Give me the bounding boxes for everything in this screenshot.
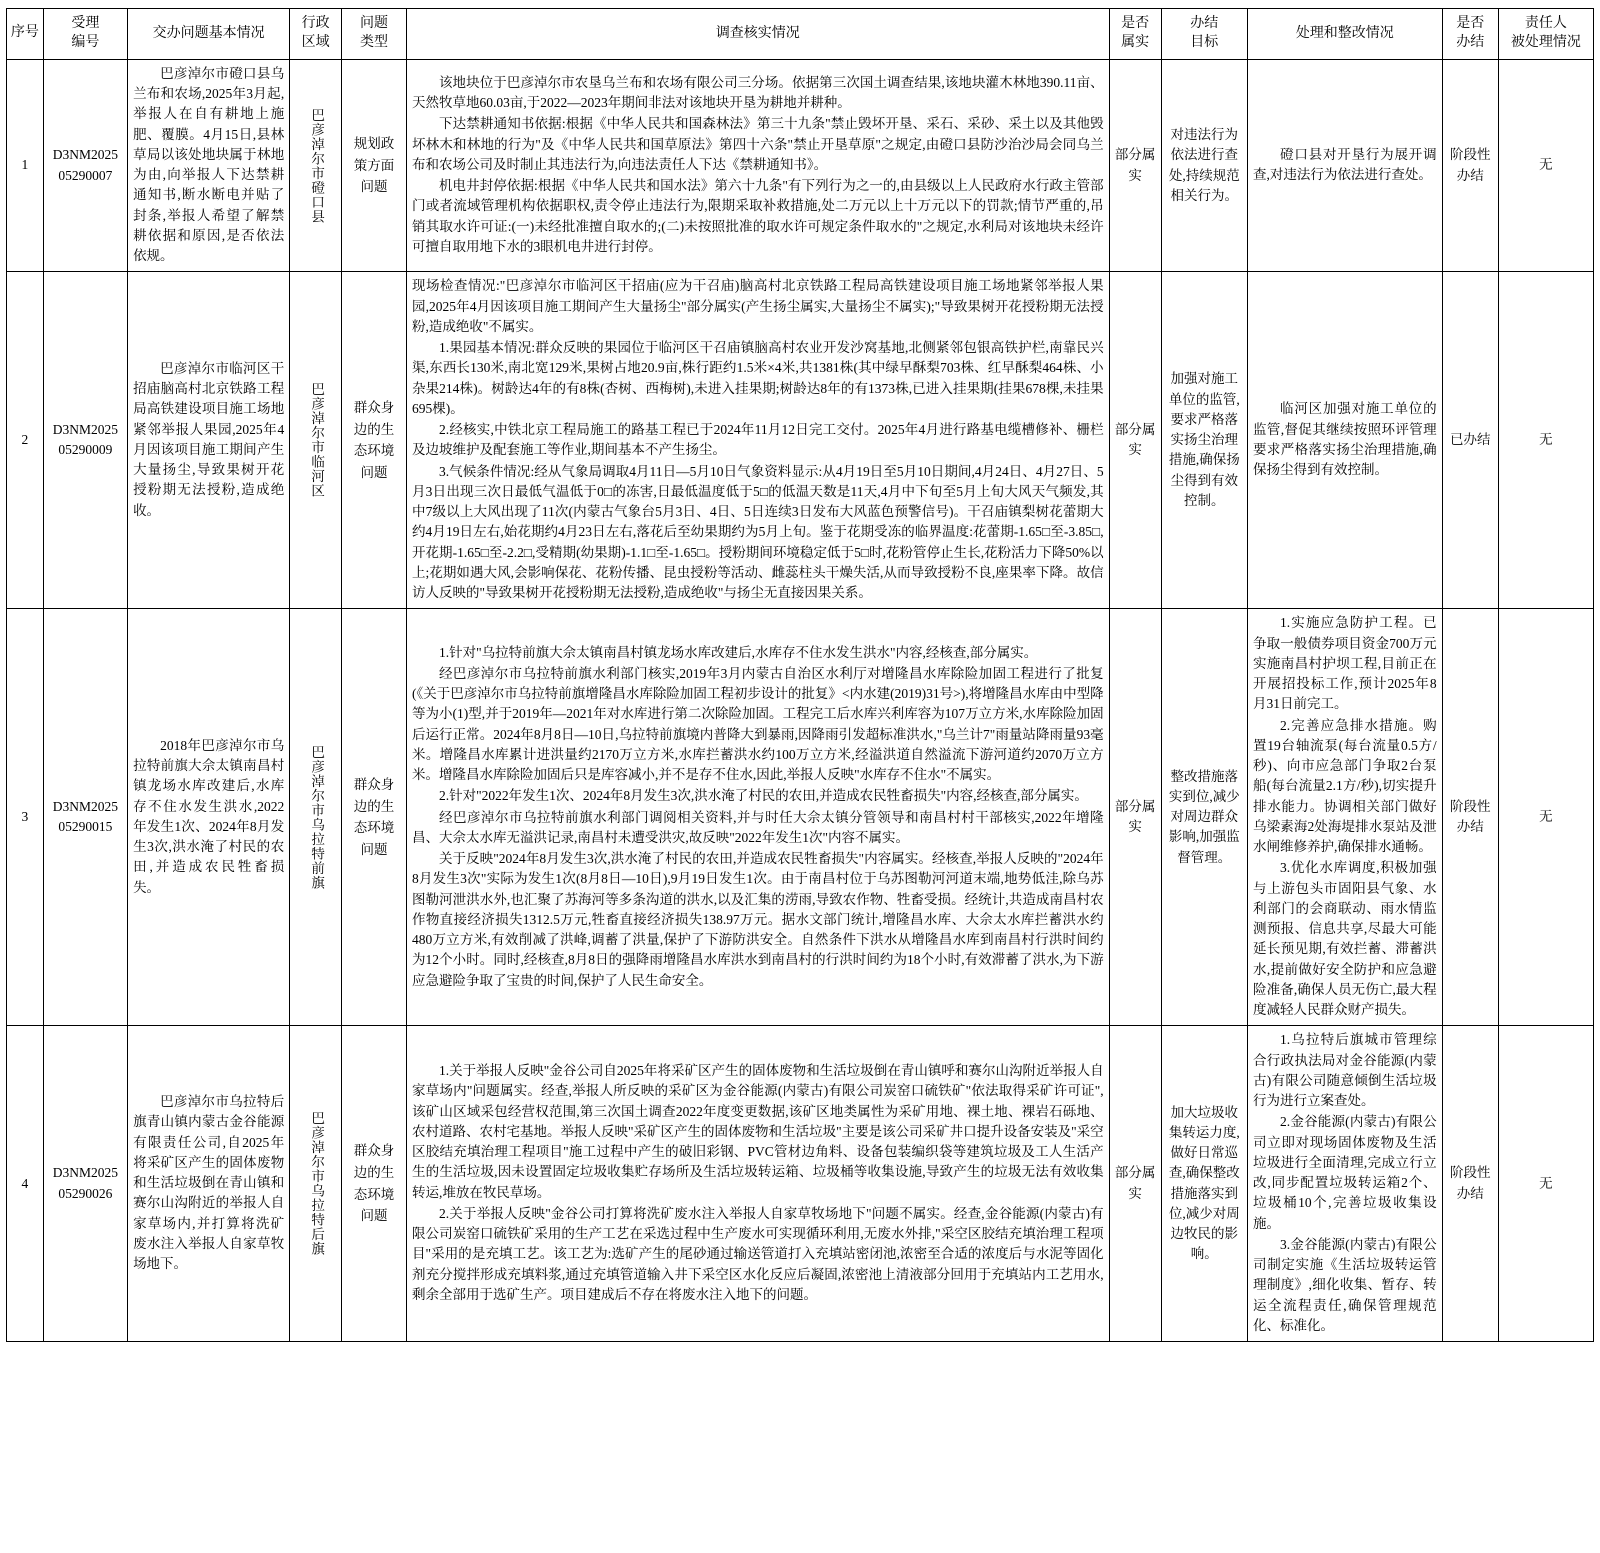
header-code-line2: 编号 [71, 34, 100, 50]
row-code [43, 609, 127, 1026]
row-type-text: 群众身边的生态环境问题 [353, 400, 395, 480]
row-code [43, 272, 127, 609]
header-code [43, 9, 127, 60]
row-handle: 1.乌拉特后旗城市管理综合行政执法局对金谷能源(内蒙古)有限公司随意倾倒生活垃圾行为进行立案查处。 2.金谷能源(内蒙古)有限公司立即对现场固体废物及生活垃圾进行全面清理,完成立行立改,同步配置垃圾转运箱2个、垃圾桶10个,完善垃圾收集设施。 3.金谷能源(内蒙古)有限公司制定实施《生活垃圾转运管理制度》,细化收集、暂存、转运全流程责任,确保管理规范化、标准化。 [1248, 1026, 1443, 1342]
header-is-done: 是否 办结 [1442, 9, 1498, 60]
row-investigation: 该地块位于巴彦淖尔市农垦乌兰布和农场有限公司三分场。依据第三次国土调查结果,该地块灌木林地390.11亩、天然牧草地60.03亩,于2022—2023年期间非法对该地块开垦为耕地并耕种。 下达禁耕通知书依据:根据《中华人民共和国森林法》第三十九条"禁止毁坏开垦、采石、采砂、采土以及其他毁坏林木和林地的行为"及《中华人民共和国草原法》第四十六条"禁止开垦草原"之规定,由磴口县防沙治沙局会同乌兰布和农场公司及时制止其违法行为,向违法责任人下达《禁耕通知书》。 机电井封停依据:根据《中华人民共和国水法》第六十九条"有下列行为之一的,由县级以上人民政府水行政主管部门或者流域管理机构依据职权,责令停止违法行为,限期采取补救措施,处二万元以上十万元以下的罚款;情节严重的,吊销其取水许可证:(一)未经批准擅自取水的;(二)未按照批准的取水许可规定条件取水的"之规定,水利局对该地块未经许可擅自取用地下水的3眼机电井进行封停。 [406, 59, 1109, 272]
row-is-done: 阶段性办结 [1442, 609, 1498, 1026]
row-code-line2: 05290009 [58, 442, 113, 458]
row-handle: 1.实施应急防护工程。已争取一般债券项目资金700万元实施南昌村护坝工程,目前正在开展招投标工作,预计2025年8月31日前完工。 2.完善应急排水措施。购置19台轴流泵(每台流量0.5方/秒)、向市应急部门争取2台泵船(每台流量2.1方/秒),切实提升排水能力。协调相关部门做好乌梁素海2处海堤排水泵站及泄水闸维修养护,确保排水通畅。 3.优化水库调度,积极加强与上游包头市固阳县气象、水利部门的会商联动、雨水情监测预报、信息共享,尽最大可能延长预见期,有效拦蓄、滞蓄洪水,提前做好安全防护和应急避险准备,确保人员无伤亡,最大程度减轻人民群众财产损失。 [1248, 609, 1443, 1026]
row-region [290, 609, 342, 1026]
row-index: 1 [7, 59, 44, 272]
header-code-line1: 受理 [71, 16, 100, 31]
row-investigation: 1.针对"乌拉特前旗大佘太镇南昌村镇龙场水库改建后,水库存不住水发生洪水"内容,经核查,部分属实。 经巴彦淖尔市乌拉特前旗水利部门核实,2019年3月内蒙古自治区水利厅对增隆昌水库除险加固工程进行了批复(《关于巴彦淖尔市乌拉特前旗增隆昌水库除险加固工程初步设计的批复》<内水建(2019)31号>),将增隆昌水库由中型降等为小(1)型,并于2019年—2021年对水库进行第二次除险加固。工程完工后水库兴利库容为107万立方米,水库除险加固后运行正常。2024年8月8日—10日,乌拉特前旗境内普降大到暴雨,因降雨引发超标准洪水,"乌兰计7"雨量站降雨量93毫米。增隆昌水库累计进洪量约2170万立方米,水库拦蓄洪水约100万立方米,经溢洪道自然溢流下游河道约2070万立方米。增隆昌水库除险加固后只是库容减小,并不是存不住水,因此,举报人反映"水库存不住水"不属实。 2.针对"2022年发生1次、2024年8月发生3次,洪水淹了村民的农田,并造成农民牲畜损失"内容,经核查,部分属实。 经巴彦淖尔市乌拉特前旗水利部门调阅相关资料,并与时任大佘太镇分管领导和南昌村村干部核实,2022年增隆昌、大佘太水库无溢洪记录,南昌村未遭受洪灾,故反映"2022年发生1次"内容不属实。 关于反映"2024年8月发生3次,洪水淹了村民的农田,并造成农民牲畜损失"内容属实。经核查,举报人反映的"2024年8月发生3次"实际为发生1次(8月8日—10日),9月19日发生1次。由于南昌村位于乌苏图勒河河道末端,地势低洼,除乌苏图勒河泄洪水外,也汇聚了苏海河等多条沟道的洪水,以及汇集的涝雨,导致农作物、牲畜受损。经统计,共造成南昌村农作物直接经济损失1312.5万元,牲畜直接经济损失138.97万元。据水文部门统计,增隆昌水库、大佘太水库拦蓄洪水约480万立方米,有效削减了洪峰,调蓄了洪量,保护了下游防洪安全。自然条件下洪水从增隆昌水库到南昌村行洪时间约为12个小时。同时,经核查,8月8日的强降雨增隆昌水库洪水到南昌村的行洪时间约为18个小时,有效滞蓄了洪水,为下游应急避险争取了宝贵的时间,保护了人民生命安全。 [406, 609, 1109, 1026]
row-region-text: 巴彦淖尔市乌拉特后旗 [309, 1111, 325, 1257]
row-type-text: 群众身边的生态环境问题 [353, 777, 395, 857]
row-is-done: 阶段性办结 [1442, 1026, 1498, 1342]
header-investigation: 调查核实情况 [406, 9, 1109, 60]
row-basic: 巴彦淖尔市乌拉特后旗青山镇内蒙古金谷能源有限责任公司,自2025年将采矿区产生的固体废物和生活垃圾倒在青山镇和赛尔山沟附近的举报人自家草场内,并打算将洗矿废水注入举报人自家草牧场地下。 [128, 1026, 290, 1342]
row-responsible: 无 [1498, 59, 1593, 272]
row-is-true: 部分属实 [1109, 272, 1161, 609]
row-basic: 巴彦淖尔市临河区干招庙脑高村北京铁路工程局高铁建设项目施工场地紧邻举报人果园,2025年4月因该项目施工期间产生大量扬尘,导致果树开花授粉期无法授粉,造成绝收。 [128, 272, 290, 609]
row-code-line1: D3NM2025 [52, 147, 119, 163]
header-is-true: 是否 属实 [1109, 9, 1161, 60]
row-is-done: 阶段性办结 [1442, 59, 1498, 272]
row-investigation: 1.关于举报人反映"金谷公司自2025年将采矿区产生的固体废物和生活垃圾倒在青山镇呼和赛尔山沟附近举报人自家草场内"问题属实。经查,举报人所反映的采矿区为金谷能源(内蒙古)有限公司炭窑口硫铁矿"依法取得采矿许可证",该矿山区域采包经营权范围,第三次国土调查2022年度变更数据,该矿区地类属性为采矿用地、裸土地、裸岩石砾地、农村道路、农村宅基地。举报人反映"采矿区产生的固体废物和生活垃圾"主要是该公司采矿井口提升设备安装及"采空区胶结充填治理工程项目"施工过程中产生的破旧彩钢、PVC管材边角料、设备包装编织袋等建筑垃圾及工人生活产生的生活垃圾,因未设置固定垃圾收集贮存场所及生活垃圾转运箱、垃圾桶等收集设施,导致产生的垃圾无法有效收集转运,堆放在牧民草场。 2.关于举报人反映"金谷公司打算将洗矿废水注入举报人自家草牧场地下"问题不属实。经查,金谷能源(内蒙古)有限公司炭窑口硫铁矿采用的生产工艺在采选过程中生产废水可实现循环利用,无废水外排,"采空区胶结充填治理工程项目"采用的是充填工艺。该工艺为:选矿产生的尾砂通过输送管道打入充填站密闭池,浓密至合适的浓度后与水泥等固化剂充分搅拌形成充填料浆,通过充填管道输入井下采空区水化反应后凝固,浓密池上清液部分回用于充填站内工艺用水,剩余全部用于选矿生产。项目建成后不存在将废水注入地下的问题。 [406, 1026, 1109, 1342]
header-type: 问题 类型 [342, 9, 407, 60]
row-handle: 临河区加强对施工单位的监管,督促其继续按照环评管理要求严格落实扬尘治理措施,确保扬尘得到有效控制。 [1248, 272, 1443, 609]
table-body [7, 59, 1594, 1341]
row-region-text: 巴彦淖尔市乌拉特前旗 [309, 744, 325, 890]
row-type-text: 群众身边的生态环境问题 [353, 1143, 395, 1224]
row-type [342, 1026, 407, 1342]
table-row [7, 609, 1594, 1026]
row-code-line2: 05290007 [58, 167, 113, 183]
row-code [43, 59, 127, 272]
header-handle: 处理和整改情况 [1248, 9, 1443, 60]
row-type-text: 规划政策方面问题 [353, 136, 395, 195]
row-goal: 加大垃圾收集转运力度,做好日常巡查,确保整改措施落实到位,减少对周边牧民的影响。 [1161, 1026, 1247, 1342]
row-handle: 磴口县对开垦行为展开调查,对违法行为依法进行查处。 [1248, 59, 1443, 272]
row-is-done: 已办结 [1442, 272, 1498, 609]
header-index-label: 序号 [10, 25, 39, 41]
table-row [7, 1026, 1594, 1342]
row-type [342, 272, 407, 609]
row-index: 2 [7, 272, 44, 609]
row-basic: 巴彦淖尔市磴口县乌兰布和农场,2025年3月起,举报人在自有耕地上施肥、覆膜。4月15日,县林草局以该处地块属于林地为由,向举报人下达禁耕通知书,断水断电并贴了封条,举报人希望了解禁耕依据和原因,是否依法依规。 [128, 59, 290, 272]
table-row [7, 272, 1594, 609]
row-basic: 2018年巴彦淖尔市乌拉特前旗大佘太镇南昌村镇龙场水库改建后,水库存不住水发生洪水,2022年发生1次、2024年8月发生3次,洪水淹了村民的农田,并造成农民牲畜损失。 [128, 609, 290, 1026]
row-responsible: 无 [1498, 609, 1593, 1026]
row-index: 4 [7, 1026, 44, 1342]
row-is-true: 部分属实 [1109, 1026, 1161, 1342]
row-code-line2: 05290026 [58, 1185, 113, 1201]
row-code-line1: D3NM2025 [52, 422, 119, 438]
row-is-true: 部分属实 [1109, 59, 1161, 272]
header-basic: 交办问题基本情况 [128, 9, 290, 60]
row-investigation: 现场检查情况:"巴彦淖尔市临河区干招庙(应为干召庙)脑高村北京铁路工程局高铁建设项目施工场地紧邻举报人果园,2025年4月因该项目施工期间产生大量扬尘"部分属实(产生扬尘属实,大量扬尘不属实);"导致果树开花授粉期无法授粉,造成绝收"不属实。 1.果园基本情况:群众反映的果园位于临河区干召庙镇脑高村农业开发沙窝基地,北侧紧邻包银高铁护栏,南靠民兴渠,东西长130米,南北宽129米,果树占地20.9亩,株行距约1.5米×4米,共1381株(其中绿早酥梨703株、红早酥梨464株、小杂果214株)。树龄达4年的有8株(杏树、西梅树),未进入挂果期;树龄达8年的有1373株,已进入挂果期(挂果678棵,未挂果695棵)。 2.经核实,中铁北京工程局施工的路基工程已于2024年11月12日完工交付。2025年4月进行路基电缆槽修补、栅栏及边坡维护及配套施工等作业,期间基本不产生扬尘。 3.气候条件情况:经从气象局调取4月11日—5月10日气象资料显示:从4月19日至5月10日期间,4月24日、4月27日、5月3日出现三次日最低气温低于0□的冻害,日最低温度低于5□的低温天数是11天,4月中下旬至5月上旬大风天气频发,其中7级以上大风出现了11次(内蒙古气象台5月3日、4日、5日连续3日发布大风蓝色预警信号)。干召庙镇梨树花蕾期大约4月19日左右,始花期约4月23日左右,落花后至幼果期约为5月上旬。鉴于花期受冻的临界温度:花蕾期-1.65□至-3.85□,开花期-1.65□至-2.2□,受精期(幼果期)-1.1□至-1.65□。授粉期间环境稳定低于5□时,花粉管停止生长,花粉活力下降50%以上;花期如遇大风,会影响保花、花粉传播、昆虫授粉等活动、雌蕊柱头干燥失活,从而导致授粉不良,座果率下降。故信访人反映的"导致果树开花授粉期无法授粉,造成绝收"与扬尘无直接因果关系。 [406, 272, 1109, 609]
row-code-line1: D3NM2025 [52, 799, 119, 815]
row-code-line1: D3NM2025 [52, 1165, 119, 1181]
row-region-text: 巴彦淖尔市临河区 [309, 382, 325, 499]
row-goal: 整改措施落实到位,减少对周边群众影响,加强监督管理。 [1161, 609, 1247, 1026]
row-type [342, 609, 407, 1026]
row-region-text: 巴彦淖尔市磴口县 [309, 107, 325, 224]
row-is-true: 部分属实 [1109, 609, 1161, 1026]
header-region: 行政 区域 [290, 9, 342, 60]
row-responsible: 无 [1498, 272, 1593, 609]
row-type [342, 59, 407, 272]
table-header-row [7, 9, 1594, 60]
row-code-line2: 05290015 [58, 819, 113, 835]
row-responsible: 无 [1498, 1026, 1593, 1342]
header-goal: 办结 目标 [1161, 9, 1247, 60]
row-region [290, 1026, 342, 1342]
row-index: 3 [7, 609, 44, 1026]
row-region [290, 272, 342, 609]
header-index [7, 9, 44, 60]
case-handling-table [6, 8, 1594, 1342]
header-responsible: 责任人 被处理情况 [1498, 9, 1593, 60]
row-code [43, 1026, 127, 1342]
row-goal: 加强对施工单位的监管,要求严格落实扬尘治理措施,确保扬尘得到有效控制。 [1161, 272, 1247, 609]
row-goal: 对违法行为依法进行查处,持续规范相关行为。 [1161, 59, 1247, 272]
row-region [290, 59, 342, 272]
table-row [7, 59, 1594, 272]
